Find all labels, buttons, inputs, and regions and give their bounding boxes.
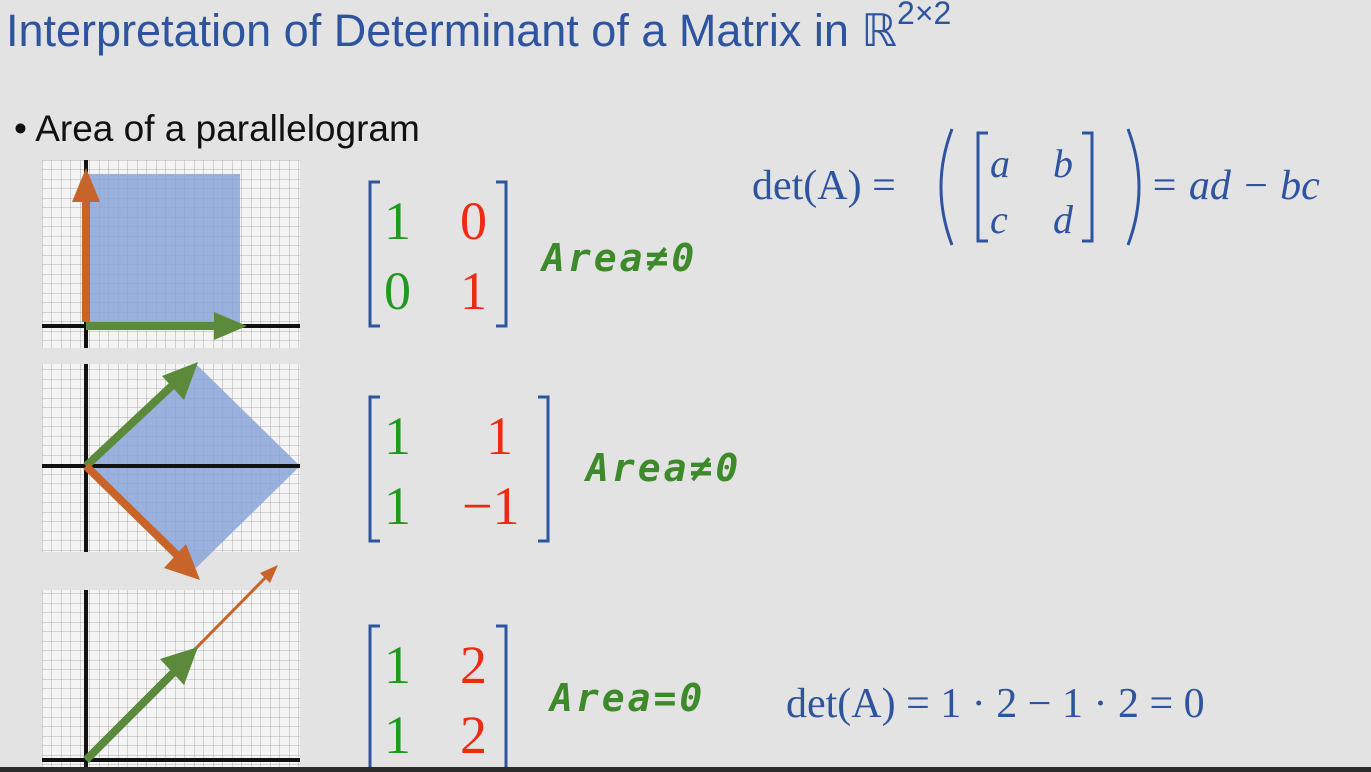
bullet-point: • Area of a parallelogram — [14, 108, 420, 149]
matrix-3 — [366, 624, 516, 772]
graph-identity — [42, 160, 302, 350]
matrix-2-area-note: Area≠0 — [586, 446, 742, 490]
matrix-1-m12: 0 — [460, 191, 487, 251]
matrix-1-m11: 1 — [384, 191, 411, 251]
matrix-1-area-note: Area≠0 — [542, 236, 698, 280]
matrix-3-area-note: Area=0 — [550, 676, 706, 720]
det-formula-b: b — [1053, 141, 1073, 186]
matrix-2-m11: 1 — [384, 406, 411, 466]
matrix-2-m12: 1 — [486, 406, 513, 466]
matrix-1 — [366, 180, 516, 330]
slide-title-text: Interpretation of Determinant of a Matrix in ℝ — [6, 5, 898, 56]
graph-rotation — [42, 360, 312, 585]
matrix-1-m22: 1 — [460, 261, 487, 321]
matrix-3-m12: 2 — [460, 635, 487, 695]
matrix-3-det-calculation: det(A) = 1 · 2 − 1 · 2 = 0 — [786, 681, 1205, 727]
matrix-3-m22: 2 — [460, 705, 487, 765]
det-formula-rhs: = ad − bc — [1150, 163, 1320, 209]
det-formula-lhs: det(A) = — [752, 163, 896, 209]
matrix-2-m22: −1 — [462, 476, 520, 536]
det-formula-d: d — [1053, 197, 1073, 242]
matrix-3-m11: 1 — [384, 635, 411, 695]
matrix-1-m21: 0 — [384, 261, 411, 321]
graph-singular — [42, 565, 302, 770]
det-formula-brackets — [930, 125, 1150, 250]
slide-title — [6, 0, 952, 56]
matrix-2-m21: 1 — [384, 476, 411, 536]
matrix-2 — [366, 395, 566, 545]
slide-title-superscript: 2×2 — [897, 0, 952, 31]
matrix-3-m21: 1 — [384, 705, 411, 765]
bottom-divider — [0, 767, 1371, 772]
det-formula-a: a — [990, 141, 1010, 186]
det-formula-c: c — [990, 197, 1008, 242]
